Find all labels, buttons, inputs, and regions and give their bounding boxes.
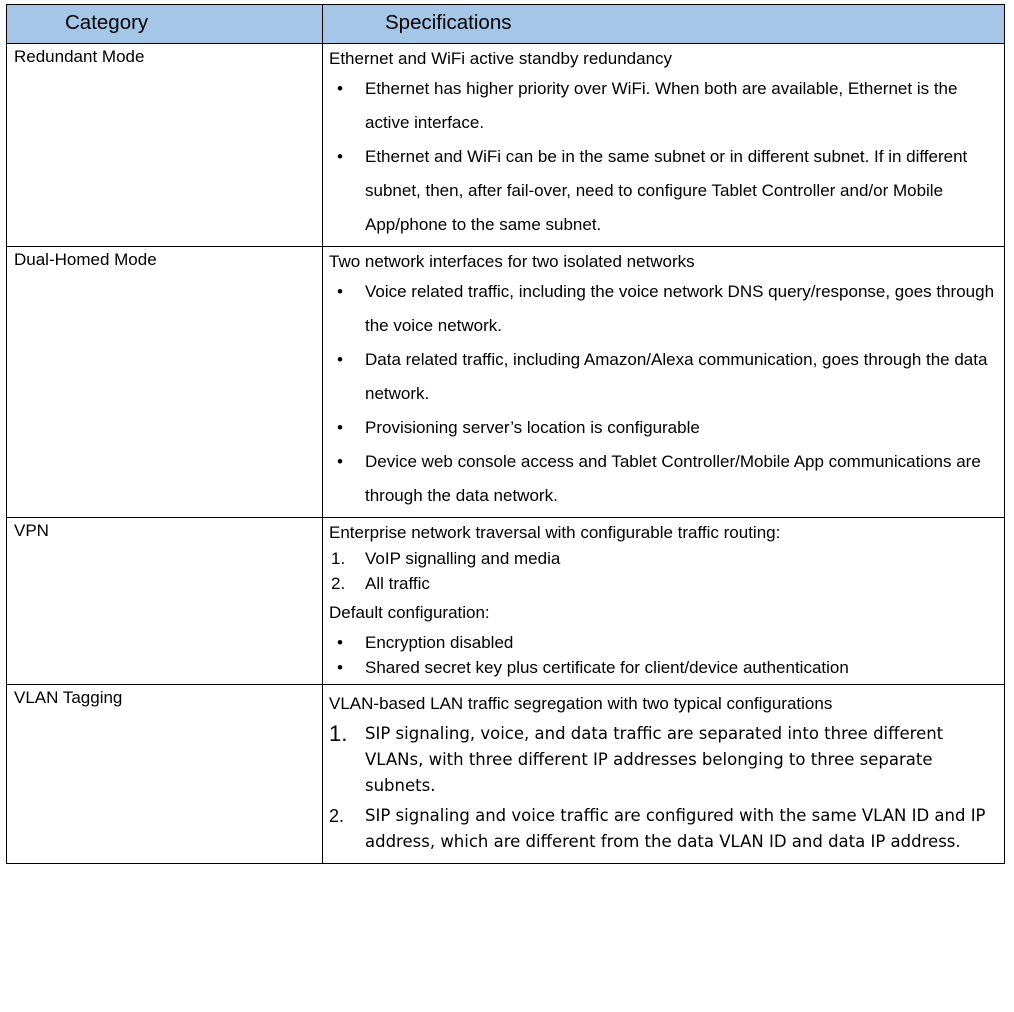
- table-row-vlan-tagging: [7, 685, 1005, 864]
- numbered-list: [329, 721, 998, 855]
- bullet-icon: •: [337, 79, 343, 98]
- bullet-icon: •: [337, 418, 343, 437]
- bullet-icon: •: [337, 147, 343, 166]
- bullet-list: [329, 630, 998, 680]
- bullet-icon: •: [337, 350, 343, 369]
- bullet-item: • Provisioning server’s location is configurable: [329, 411, 998, 445]
- category-cell: Redundant Mode: [7, 44, 323, 247]
- category-cell: VLAN Tagging: [7, 685, 323, 864]
- column-header-category: Category: [7, 5, 323, 44]
- bullet-item: • Shared secret key plus certificate for client/device authentication: [329, 655, 998, 680]
- numbered-item: 1. SIP signaling, voice, and data traffic are separated into three different VLANs, with three different IP addresses belonging to three separate subnets.: [329, 721, 944, 795]
- bullet-item: • Ethernet has higher priority over WiFi. When both are available, Ethernet is the active interface.: [329, 72, 998, 140]
- category-cell: VPN: [7, 518, 323, 685]
- specification-cell: [323, 518, 1005, 685]
- column-header-specifications: Specifications: [323, 5, 1005, 44]
- bullet-icon: •: [337, 633, 343, 652]
- table-row-dual-homed-mode: [7, 247, 1005, 518]
- specifications-table: [6, 4, 1005, 864]
- spec-lead: Enterprise network traversal with configurable traffic routing:: [329, 523, 781, 542]
- bullet-list: [329, 275, 998, 513]
- bullet-icon: •: [337, 282, 343, 301]
- numbered-item: 1. VoIP signalling and media: [331, 549, 561, 568]
- specification-cell: [323, 44, 1005, 247]
- numbered-item: 2. SIP signaling and voice traffic are configured with the same VLAN ID and IP address, which are different from the data VLAN ID and data IP address.: [329, 806, 986, 851]
- table-row-vpn: [7, 518, 1005, 685]
- bullet-item: • Voice related traffic, including the voice network DNS query/response, goes through the voice network.: [329, 275, 998, 343]
- bullet-item: • Data related traffic, including Amazon/Alexa communication, goes through the data network.: [329, 343, 998, 411]
- bullet-icon: •: [337, 658, 343, 677]
- category-cell: Dual-Homed Mode: [7, 247, 323, 518]
- bullet-item: • Device web console access and Tablet Controller/Mobile App communications are through the data network.: [329, 445, 998, 513]
- document-page: [6, 4, 1010, 864]
- numbered-list: [329, 546, 998, 596]
- bullet-item: • Ethernet and WiFi can be in the same subnet or in different subnet. If in different subnet, then, after fail-over, need to configure Tablet Controller and/or Mobile App/phone to the same subnet.: [329, 140, 998, 242]
- table-header-row: [7, 5, 1005, 44]
- bullet-icon: •: [337, 452, 343, 471]
- bullet-list: [329, 72, 998, 242]
- spec-lead: Ethernet and WiFi active standby redundancy: [329, 49, 673, 68]
- bullet-item: • Encryption disabled: [329, 630, 998, 655]
- specification-cell: [323, 247, 1005, 518]
- specification-cell: [323, 685, 1005, 864]
- spec-lead: Two network interfaces for two isolated networks: [329, 252, 695, 271]
- spec-lead: VLAN-based LAN traffic segregation with two typical configurations: [329, 694, 833, 713]
- table-row-redundant-mode: [7, 44, 1005, 247]
- spec-sublead: Default configuration:: [329, 603, 490, 622]
- numbered-item: 2. All traffic: [331, 574, 430, 593]
